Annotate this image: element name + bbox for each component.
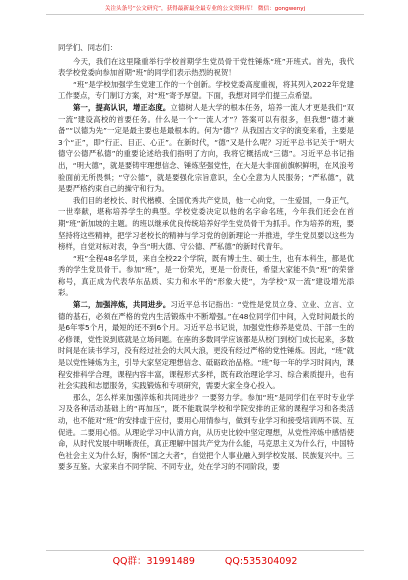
paragraph-heading: 第一，提高认识，增正态度。 bbox=[73, 102, 171, 112]
paragraph-4 bbox=[58, 195, 354, 253]
paragraph-text: 今天，我们在这里隆重举行学校首期学生党员骨干党性锤炼“班”开班式。首先，我代表学校党委向参加首期“班”的同学们表示热烈的祝贺！ bbox=[58, 56, 354, 78]
paragraph-text: “班”全程48名学员，来自全校22个学院，既有博士生、硕士生，也有本科生，都是优秀的学生党员骨干。参加“班”，是一份荣光，更是一份责任，希望大家能不负“班”的荣誉称号，真正成为代表华东品质、实力和水平的“形象大使”，为学校“双一流”建设增光添彩。 bbox=[58, 253, 354, 298]
paragraph-3 bbox=[58, 102, 354, 195]
paragraph-1 bbox=[58, 56, 354, 79]
footer bbox=[46, 553, 364, 567]
paragraph-text: 习近平总书记指出：“党性是党员立身、立业、立言、立德的基石，必须在严格的党内生活锻炼中不断增强。”在48位同学们中间，入党时间最长的是6年零5个月，最短的还不到6个月。习近平总书记说，加强党性修养是党员、干部一生的必修课，党性说到底就是立场问题。在座的多数同学应该都是从校门到校门成长起来，多数时间是在读书学习，没有经过社会的大风大浪，更没有经过严格的党性锤炼。因此，“班”就是以党性锤炼为主，引导大家坚定理想信念、砥砺政治品格。“班”每一年的学习时间内，课程安排科学合理，课程内容丰富，课程形式多样，既有政治理论学习、综合素质提升，也有社会实践和志愿服务，实践锻炼和专项研究，需要大家全身心投入。 bbox=[58, 300, 354, 391]
document-body bbox=[58, 42, 354, 473]
footer-divider bbox=[46, 550, 364, 551]
greeting: 同学们、同志们： bbox=[58, 43, 118, 52]
paragraph-text: “班”是学校加强学生党建工作的一个创新。学校党委高度重视，将其列入2022年党建工作要点，专门制订方案，对“班”寄予厚望。下面，我想对同学们提三点希望。 bbox=[58, 79, 354, 101]
paragraph-2 bbox=[58, 79, 354, 102]
paragraph-6 bbox=[58, 299, 354, 392]
header-banner: 关注头条号“公文研究”，获得最新最全最专业的公文资料库！ 微信：gongwenyj bbox=[104, 6, 306, 12]
paragraph-heading: 第二，加强淬炼，共同进步。 bbox=[73, 300, 171, 310]
paragraph-text: 那么，怎么样来加强淬炼和共同进步？一要努力学。参加“班”是同学们在平时专业学习及各种活动基础上的“再加压”，既不能耽误学校和学院安排的正常的课程学习和各类活动，也不能对“班”的安排虚于应付，要用心用情参与，做到专业学习和接受培训两不误、互促进。二要用心悟。从理论学习中认清方向，从历史比较中坚定理想，从党性淬炼中感悟使命，从时代发展中明晰责任，真正理解中国共产党为什么能，马克思主义为什么行，中国特色社会主义为什么好，胸怀“国之大者”，自觉把个人事业融入到学校发展、民族复兴中。三要多互鉴。大家来自不同学院、不同专业，处在学习的不同阶段，要 bbox=[58, 392, 354, 472]
header-divider bbox=[46, 14, 364, 15]
paragraph-5 bbox=[58, 253, 354, 299]
footer-qq: QQ:535304092 bbox=[224, 556, 298, 567]
paragraph-text: 立德树人是大学的根本任务，培养一流人才更是我们“双一流”建设高校的首要任务。什么是一个“一流人才”？答案可以有很多，但我想“德才兼备”“以德为先”一定是最主要也是最根本的。何为“德”？从我国古文字的演变来看，主要是3个“正”，即“行正、目正、心正”。在新时代，“德”又是什么呢？习近平总书记关于“明大德守公德严私德”的重要论述给我们指明了方向，我将它概括成“三德”。习近平总书记指出，“明大德”，就是要铸牢理想信念、锤炼坚强党性，在大是大非面前旗帜鲜明，在风浪考验面前无所畏惧；“守公德”，就是要强化宗旨意识，全心全意为人民服务；“严私德”，就是要严格约束自己的操守和行为。 bbox=[58, 102, 354, 194]
paragraph-text: 我们目的老校长、时代楷模、全国优秀共产党员，他一心向党，一生爱国，一身正气，一世奉献，堪称培养学生的典型。学校党委决定以他的名字命名班，今年我们还会在首期“班”新加坡的主题。的班以继承优良传统培养好学生党员骨干为抓手。作为培养的班，要坚持将这些精神，把学习老校长的精神与学习党的创新理论一并推进，学生党员要以这些为榜样，自觉对标对表，争当“明大德、守公德、严私德”的新时代青年。 bbox=[58, 195, 354, 252]
footer-qq-group: QQ群：31991489 bbox=[112, 556, 195, 567]
paragraph-7 bbox=[58, 392, 354, 473]
